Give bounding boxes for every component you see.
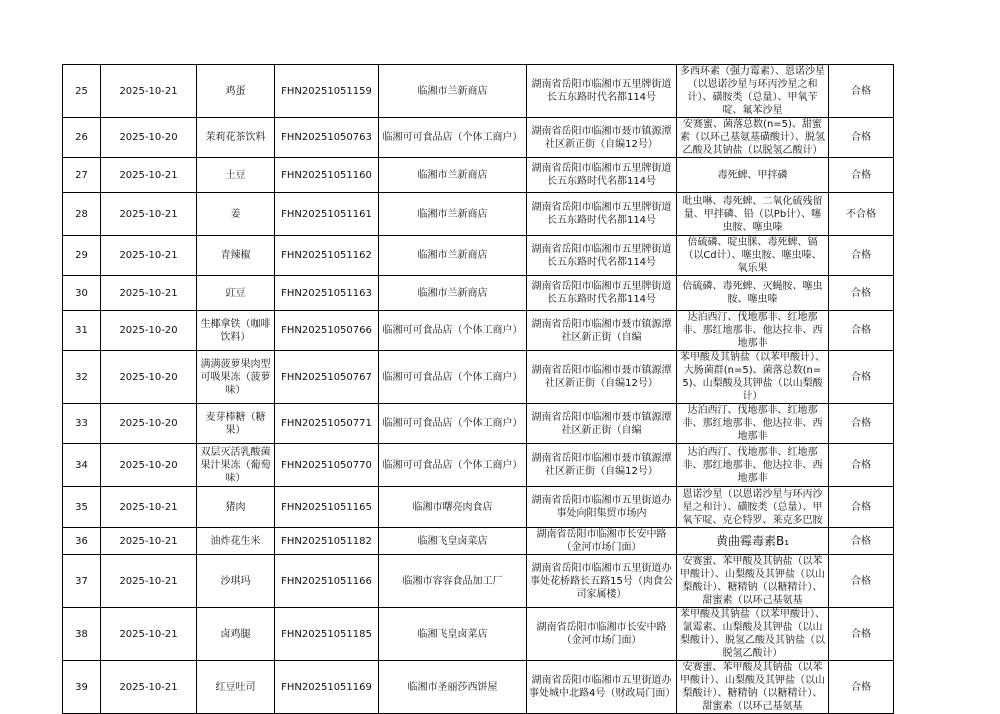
cell-store-name: 临湘市兰新商店 (379, 193, 527, 236)
cell-sample-code: FHN20251051169 (275, 661, 379, 714)
cell-test-items: 达泊西汀、伐地那非、红地那非、那红地那非、他达拉非、西地那非 (677, 444, 829, 487)
cell-result: 合格 (829, 404, 894, 444)
cell-sample-name: 麦芽棒糖（糖果） (197, 404, 275, 444)
cell-number: 33 (63, 404, 101, 444)
cell-result: 合格 (829, 311, 894, 351)
cell-sample-name: 姜 (197, 193, 275, 236)
cell-number: 27 (63, 158, 101, 193)
cell-sample-code: FHN20251051163 (275, 276, 379, 311)
table-row (63, 608, 894, 661)
cell-test-items: 达泊西汀、伐地那非、红地那非、那红地那非、他达拉非、西地那非 (677, 311, 829, 351)
cell-result: 合格 (829, 661, 894, 714)
cell-result: 合格 (829, 608, 894, 661)
cell-number: 26 (63, 118, 101, 158)
cell-test-items: 倍硫磷、毒死蜱、灭蝇胺、噻虫胺、噻虫嗪 (677, 276, 829, 311)
cell-sampling-date: 2025-10-21 (101, 487, 197, 528)
cell-number: 38 (63, 608, 101, 661)
cell-sample-code: FHN20251051159 (275, 65, 379, 118)
cell-store-address: 湖南省岳阳市临湘市聂市镇源潭社区新正街（自编12号） (527, 118, 677, 158)
cell-sampling-date: 2025-10-20 (101, 351, 197, 404)
cell-store-address: 湖南省岳阳市临湘市五里街道办事处向阳集贸市场内 (527, 487, 677, 528)
cell-store-name: 临湘飞皇卤菜店 (379, 528, 527, 555)
cell-sampling-date: 2025-10-20 (101, 444, 197, 487)
cell-store-address: 湖南省岳阳市临湘市聂市镇源潭社区新正街（自编 (527, 311, 677, 351)
cell-sample-code: FHN20251051185 (275, 608, 379, 661)
cell-store-name: 临湘市圣丽莎西饼屋 (379, 661, 527, 714)
cell-sampling-date: 2025-10-21 (101, 661, 197, 714)
cell-sample-name: 双层灭活乳酸菌果汁果冻（葡萄味） (197, 444, 275, 487)
table-row (63, 351, 894, 404)
cell-number: 28 (63, 193, 101, 236)
table-row (63, 444, 894, 487)
cell-result: 合格 (829, 118, 894, 158)
table-row (63, 528, 894, 555)
cell-result: 合格 (829, 236, 894, 276)
cell-test-items: 多西环素（强力霉素）、恩诺沙星（以恩诺沙星与环丙沙星之和计）、磺胺类（总量）、甲氧苄啶、氟苯沙星 (677, 65, 829, 118)
cell-test-items: 安赛蜜、苯甲酸及其钠盐（以苯甲酸计）、山梨酸及其钾盐（以山梨酸计）、糖精钠（以糖精计）、甜蜜素（以环己基氨基 (677, 555, 829, 608)
cell-sample-name: 油炸花生米 (197, 528, 275, 555)
cell-test-items: 苯甲酸及其钠盐（以苯甲酸计）、大肠菌群(n=5)、菌落总数(n=5)、山梨酸及其钾盐（以山梨酸计） (677, 351, 829, 404)
cell-result: 合格 (829, 555, 894, 608)
cell-sampling-date: 2025-10-20 (101, 404, 197, 444)
cell-store-address: 湖南省岳阳市临湘市聂市镇源潭社区新正街（自编12号） (527, 444, 677, 487)
cell-store-name: 临湘市兰新商店 (379, 158, 527, 193)
table-body (63, 65, 894, 714)
cell-number: 36 (63, 528, 101, 555)
cell-result: 合格 (829, 351, 894, 404)
cell-sampling-date: 2025-10-21 (101, 236, 197, 276)
cell-sample-code: FHN20251051166 (275, 555, 379, 608)
cell-sampling-date: 2025-10-20 (101, 311, 197, 351)
cell-result: 合格 (829, 528, 894, 555)
cell-number: 29 (63, 236, 101, 276)
cell-store-address: 湖南省岳阳市临湘市五里牌街道长五东路时代名都114号 (527, 276, 677, 311)
cell-result: 不合格 (829, 193, 894, 236)
cell-sampling-date: 2025-10-21 (101, 276, 197, 311)
cell-test-items: 恩诺沙星（以恩诺沙星与环丙沙星之和计）、磺胺类（总量）、甲氧苄啶、克仑特罗、莱克多巴胺 (677, 487, 829, 528)
cell-sample-name: 鸡蛋 (197, 65, 275, 118)
cell-store-address: 湖南省岳阳市临湘市聂市镇源潭社区新正街（自编12号） (527, 351, 677, 404)
cell-number: 39 (63, 661, 101, 714)
cell-store-name: 临湘可可食品店（个体工商户） (379, 118, 527, 158)
cell-sample-code: FHN20251050763 (275, 118, 379, 158)
cell-result: 合格 (829, 65, 894, 118)
cell-store-name: 临湘可可食品店（个体工商户） (379, 404, 527, 444)
cell-sampling-date: 2025-10-21 (101, 193, 197, 236)
cell-sampling-date: 2025-10-20 (101, 118, 197, 158)
cell-store-address: 湖南省岳阳市临湘市五里牌街道长五东路时代名都114号 (527, 65, 677, 118)
cell-number: 32 (63, 351, 101, 404)
cell-test-items: 安赛蜜、苯甲酸及其钠盐（以苯甲酸计）、山梨酸及其钾盐（以山梨酸计）、糖精钠（以糖精计）、甜蜜素（以环己基氨基 (677, 661, 829, 714)
cell-test-items: 毒死蜱、甲拌磷 (677, 158, 829, 193)
cell-sample-code: FHN20251050770 (275, 444, 379, 487)
cell-test-items: 吡虫啉、毒死蜱、二氧化硫残留量、甲拌磷、铅（以Pb计）、噻虫胺、噻虫嗪 (677, 193, 829, 236)
cell-sample-code: FHN20251050771 (275, 404, 379, 444)
cell-sampling-date: 2025-10-21 (101, 158, 197, 193)
cell-store-address: 湖南省岳阳市临湘市五里街道办事处花桥路长五路15号（肉食公司家属楼） (527, 555, 677, 608)
cell-sampling-date: 2025-10-21 (101, 608, 197, 661)
cell-number: 31 (63, 311, 101, 351)
table-row (63, 118, 894, 158)
cell-sample-name: 满满菠萝果肉型可吸果冻（菠萝味） (197, 351, 275, 404)
cell-store-name: 临湘飞皇卤菜店 (379, 608, 527, 661)
cell-store-address: 湖南省岳阳市临湘市聂市镇源潭社区新正街（自编 (527, 404, 677, 444)
cell-result: 合格 (829, 158, 894, 193)
cell-test-items: 倍硫磷、啶虫脒、毒死蜱、镉（以Cd计）、噻虫胺、噻虫嗪、氧乐果 (677, 236, 829, 276)
cell-sample-code: FHN20251051161 (275, 193, 379, 236)
table-row (63, 236, 894, 276)
cell-number: 34 (63, 444, 101, 487)
cell-sample-name: 沙琪玛 (197, 555, 275, 608)
cell-test-items: 安赛蜜、菌落总数(n=5)、甜蜜素（以环己基氨基磺酸计）、脱氢乙酸及其钠盐（以脱氢乙酸计） (677, 118, 829, 158)
cell-test-items: 苯甲酸及其钠盐（以苯甲酸计）、氯霉素、山梨酸及其钾盐（以山梨酸计）、脱氢乙酸及其钠盐（以脱氢乙酸计） (677, 608, 829, 661)
table-row (63, 65, 894, 118)
cell-sample-name: 卤鸡腿 (197, 608, 275, 661)
cell-store-name: 临湘市兰新商店 (379, 236, 527, 276)
cell-sampling-date: 2025-10-21 (101, 528, 197, 555)
table-row (63, 404, 894, 444)
cell-store-name: 临湘市曙亮肉食店 (379, 487, 527, 528)
cell-number: 37 (63, 555, 101, 608)
inspection-results-table (62, 64, 894, 714)
table-row (63, 555, 894, 608)
table-row (63, 276, 894, 311)
cell-store-name: 临湘市兰新商店 (379, 65, 527, 118)
cell-store-address: 湖南省岳阳市临湘市长安中路（金河市场门面） (527, 528, 677, 555)
cell-store-address: 湖南省岳阳市临湘市五里街道办事处城中北路4号（财政局门面） (527, 661, 677, 714)
cell-sample-name: 豇豆 (197, 276, 275, 311)
cell-sample-name: 红豆吐司 (197, 661, 275, 714)
cell-store-address: 湖南省岳阳市临湘市五里牌街道长五东路时代名都114号 (527, 158, 677, 193)
cell-test-items: 达泊西汀、伐地那非、红地那非、那红地那非、他达拉非、西地那非 (677, 404, 829, 444)
cell-sample-code: FHN20251051160 (275, 158, 379, 193)
cell-number: 25 (63, 65, 101, 118)
cell-sample-code: FHN20251051162 (275, 236, 379, 276)
cell-sampling-date: 2025-10-21 (101, 65, 197, 118)
table-row (63, 193, 894, 236)
cell-result: 合格 (829, 276, 894, 311)
table-row (63, 487, 894, 528)
table-row (63, 158, 894, 193)
cell-sample-code: FHN20251050766 (275, 311, 379, 351)
cell-sampling-date: 2025-10-21 (101, 555, 197, 608)
cell-store-name: 临湘市兰新商店 (379, 276, 527, 311)
cell-sample-code: FHN20251051182 (275, 528, 379, 555)
cell-sample-name: 土豆 (197, 158, 275, 193)
cell-result: 合格 (829, 444, 894, 487)
cell-result: 合格 (829, 487, 894, 528)
cell-sample-name: 青辣椒 (197, 236, 275, 276)
cell-test-items: 黄曲霉毒素B₁ (677, 528, 829, 555)
cell-store-name: 临湘可可食品店（个体工商户） (379, 444, 527, 487)
cell-store-name: 临湘可可食品店（个体工商户） (379, 351, 527, 404)
cell-store-address: 湖南省岳阳市临湘市五里牌街道长五东路时代名都114号 (527, 193, 677, 236)
cell-sample-code: FHN20251050767 (275, 351, 379, 404)
cell-sample-code: FHN20251051165 (275, 487, 379, 528)
cell-number: 30 (63, 276, 101, 311)
cell-store-name: 临湘可可食品店（个体工商户） (379, 311, 527, 351)
cell-number: 35 (63, 487, 101, 528)
cell-store-address: 湖南省岳阳市临湘市长安中路（金河市场门面） (527, 608, 677, 661)
table-row (63, 311, 894, 351)
cell-store-name: 临湘市容容食品加工厂 (379, 555, 527, 608)
cell-sample-name: 猪肉 (197, 487, 275, 528)
cell-sample-name: 茉莉花茶饮料 (197, 118, 275, 158)
cell-sample-name: 生椰拿铁（咖啡饮料） (197, 311, 275, 351)
cell-store-address: 湖南省岳阳市临湘市五里牌街道长五东路时代名都114号 (527, 236, 677, 276)
